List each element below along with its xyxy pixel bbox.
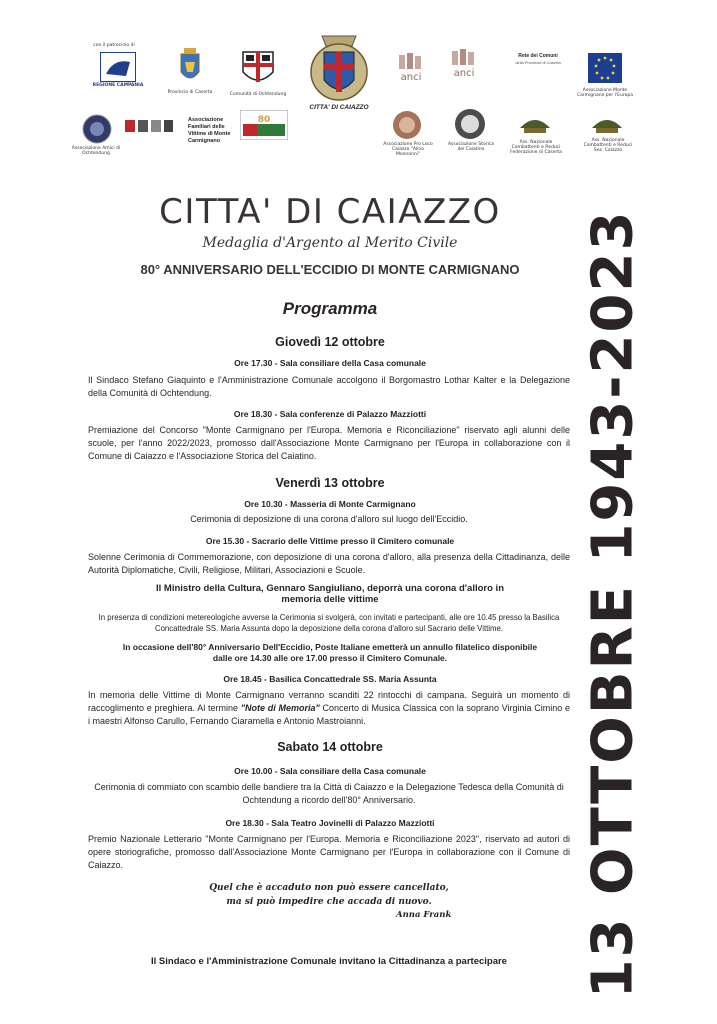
svg-text:anci: anci <box>400 72 422 83</box>
ochtendung-label: Comunità di Ochtendung <box>229 92 287 97</box>
concert-text-part: In memoria delle Vittime di Monte Carmignano verranno scanditi 22 rintocchi di campana. Seguirà un momento di raccoglimento e preghiera. Al termine <box>88 690 570 713</box>
caiazzo-crest <box>300 28 378 104</box>
event-time: Ore 18.45 - Basilica Concattedrale SS. Maria Assunta <box>223 674 437 684</box>
event-time: Ore 18.30 - Sala Teatro Jovinelli di Palazzo Mazziotti <box>225 818 435 828</box>
ochtendung-crest <box>241 50 275 88</box>
anci-logo-2 <box>449 48 479 84</box>
storica-logo <box>454 108 486 140</box>
caserta-label: Provincia di Caserta <box>167 90 213 95</box>
event-description: Il Sindaco Stefano Giaquinto e l'Amministrazione Comunale accolgono il Borgomastro Lothar Kalter e la Delegazione della Comunità di Ochtendung. <box>88 375 570 398</box>
event-description: Cerimonia di commiato con scambio delle bandiere tra la Città di Caiazzo e la Delegazione Tedesca della Comunità di Ochtendung a ricordo dell'80° Anniversario. <box>94 782 564 805</box>
event-time: Ore 17.30 - Sala consiliare della Casa comunale <box>234 358 426 368</box>
quote-line: ma si può impedire che accada di nuovo. <box>226 897 432 907</box>
day-heading-saturday: Sabato 14 ottobre <box>277 740 383 754</box>
concert-text-part: Concerto di Musica Classica con la soprano Virginia Cimino e i maestri Alfonso Carullo, Fernando Ciaramella e Antonio Mastroianni. <box>88 703 571 726</box>
event-description: Solenne Cerimonia di Commemorazione, con deposizione di una corona d'alloro, alla presenza della Cittadinanza, delle Autorità Diplomatiche, Civili, Religiose, Militari, Associazioni e Scuole. <box>88 552 570 575</box>
minister-highlight: Il Ministro della Cultura, Gennaro Sangiuliano, deporrà una corona d'alloro in memoria delle vittime <box>156 583 504 605</box>
storica-label: Associazione Storica del Caiatino <box>447 142 495 152</box>
event-time: Ore 15.30 - Sacrario delle Vittime presso il Cimitero comunale <box>205 536 455 546</box>
anci-logo-1 <box>396 52 426 86</box>
amici-ochtendung-logo <box>82 114 112 144</box>
amici-ochtendung-label: Associazione Amici di Ochtendung <box>71 146 121 156</box>
page-subtitle: Medaglia d'Argento al Merito Civile <box>202 235 458 251</box>
caserta-crest <box>175 48 205 86</box>
combattenti-caserta-label: Ass. Nazionale Combattenti e Reduci Federazione di Caserta <box>510 140 562 155</box>
event-description: Premiazione del Concorso "Monte Carmignano per l'Europa. Memoria e Riconciliazione" riservato agli alunni delle scuole, per l'anno 2022/2023, promosso dall'Associazione Monte Carmignano per l'Europa in collaborazione con il Comune di Caiazzo e l'Associazione Storica del Caiatino. <box>88 425 570 461</box>
combattenti-caiazzo-logo <box>590 114 624 136</box>
weather-note: In presenza di condizioni metereologiche avverse la Cerimonia si svolgerà, con invitati e partecipanti, alle ore 10.45 presso la Basilica Concattedrale SS. Maria Assunta dopo la deposizione della corona d'alloro sul Sacrario delle Vittime. <box>98 613 560 633</box>
side-banner-text: 13 OTTOBRE 1943-2023 <box>580 209 646 999</box>
combattenti-caserta-logo <box>518 114 552 136</box>
campania-label: REGIONE CAMPANIA <box>92 83 144 88</box>
proloco-logo <box>392 110 422 140</box>
event-description: Premio Nazionale Letterario "Monte Carmignano per l'Europa. Memoria e Riconciliazione 2023", riservato ad autori di opere storiografiche, promosso dall'Associazione Monte Carmignano per l'Europa in collaborazione con il Comune di Caiazzo. <box>88 834 570 870</box>
program-heading: Programma <box>282 299 378 318</box>
event-description <box>88 689 570 728</box>
svg-text:anci: anci <box>453 68 475 79</box>
page-title: CITTA' DI CAIAZZO <box>159 192 501 232</box>
day-heading-friday: Venerdì 13 ottobre <box>275 476 385 490</box>
europa-assoc-label: Associazione Monte Carmignano per l'Europa <box>576 88 633 98</box>
familiari-label: Associazione Familiari delle Vittime di Monte Carmignano <box>188 117 231 144</box>
event-time: Ore 18.30 - Sala conferenze di Palazzo Mazziotti <box>233 409 427 419</box>
svg-text:80: 80 <box>257 115 271 125</box>
concert-title: "Note di Memoria" <box>240 703 320 713</box>
event-description: Cerimonia di deposizione di una corona d'alloro sul luogo dell'Eccidio. <box>190 514 468 524</box>
event-time: Ore 10.30 - Masseria di Monte Carmignano <box>244 499 416 509</box>
rete-comuni-sub: della Provincia di Caserta <box>515 60 561 65</box>
event-time: Ore 10.00 - Sala consiliare della Casa comunale <box>234 766 426 776</box>
patronage-caption: con il patrocinio di <box>93 43 135 48</box>
proloco-label: Associazione Pro Loco Caiazzo "Alino Monnanni" <box>383 142 433 157</box>
combattenti-caiazzo-label: Ass. Nazionale Combattenti e Reduci Sez. Caiazzo <box>583 138 633 153</box>
small-crests-row <box>124 118 174 134</box>
quote-line: Quel che è accaduto non può essere cancellato, <box>209 883 449 893</box>
campania-logo <box>100 52 136 82</box>
anpi-logo <box>240 110 288 140</box>
quote-author: Anna Frank <box>396 910 452 920</box>
day-heading-thursday: Giovedì 12 ottobre <box>275 335 385 349</box>
stamp-note: In occasione dell'80° Anniversario Dell'Eccidio, Poste Italiane emetterà un annullo filatelico disponibile dalle ore 14.30 alle ore 17.00 presso il Cimitero Comunale. <box>122 642 538 663</box>
rete-comuni-label: Rete dei Comuni <box>518 53 558 59</box>
invitation-footer: Il Sindaco e l'Amministrazione Comunale invitano la Cittadinanza a partecipare <box>151 956 507 967</box>
caiazzo-label: CITTA' DI CAIAZZO <box>309 104 369 111</box>
eu-flag-logo <box>588 53 622 83</box>
anniversary-heading: 80° ANNIVERSARIO DELL'ECCIDIO DI MONTE CARMIGNANO <box>140 262 520 277</box>
